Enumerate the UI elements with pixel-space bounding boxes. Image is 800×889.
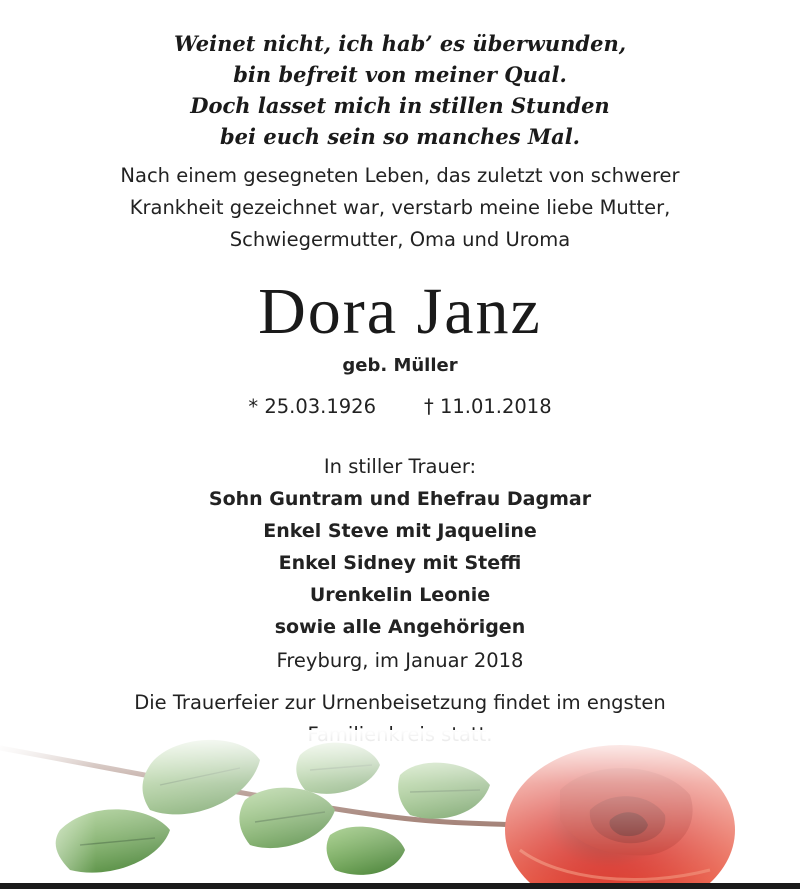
- mourner-name: Urenkelin Leonie: [309, 584, 491, 606]
- mourner-name: Sohn Guntram und Ehefrau Dagmar: [208, 488, 592, 510]
- notice-line: Die Trauerfeier zur Urnenbeisetzung findet im engsten: [134, 691, 666, 714]
- intro-text: [0, 160, 800, 256]
- death-date: † 11.01.2018: [424, 395, 552, 418]
- mourner-name: Enkel Steve mit Jaqueline: [263, 520, 537, 542]
- life-dates: [0, 392, 800, 422]
- mourner-name: sowie alle Angehörigen: [274, 616, 526, 638]
- mourners-label: In stiller Trauer:: [323, 455, 477, 478]
- birth-date: * 25.03.1926: [248, 395, 376, 418]
- verse-line: Doch lasset mich in stillen Stunden: [190, 93, 610, 118]
- mourner-name: Enkel Sidney mit Steffi: [278, 552, 522, 574]
- verse-line: bei euch sein so manches Mal.: [220, 124, 580, 149]
- intro-line: Nach einem gesegneten Leben, das zuletzt von schwerer: [120, 164, 680, 187]
- bottom-border: [0, 883, 800, 889]
- place-date: Freyburg, im Januar 2018: [276, 649, 524, 672]
- verse-line: Weinet nicht, ich hab’ es überwunden,: [173, 31, 627, 56]
- maiden-name: geb. Müller: [342, 355, 458, 376]
- rose-image: [0, 730, 800, 883]
- verse-line: bin befreit von meiner Qual.: [233, 62, 567, 87]
- mourners-block: [0, 451, 800, 643]
- memorial-verse: [0, 28, 800, 152]
- intro-line: Schwiegermutter, Oma und Uroma: [229, 228, 571, 251]
- deceased-name: Dora Janz: [258, 275, 542, 348]
- intro-line: Krankheit gezeichnet war, verstarb meine liebe Mutter,: [129, 196, 671, 219]
